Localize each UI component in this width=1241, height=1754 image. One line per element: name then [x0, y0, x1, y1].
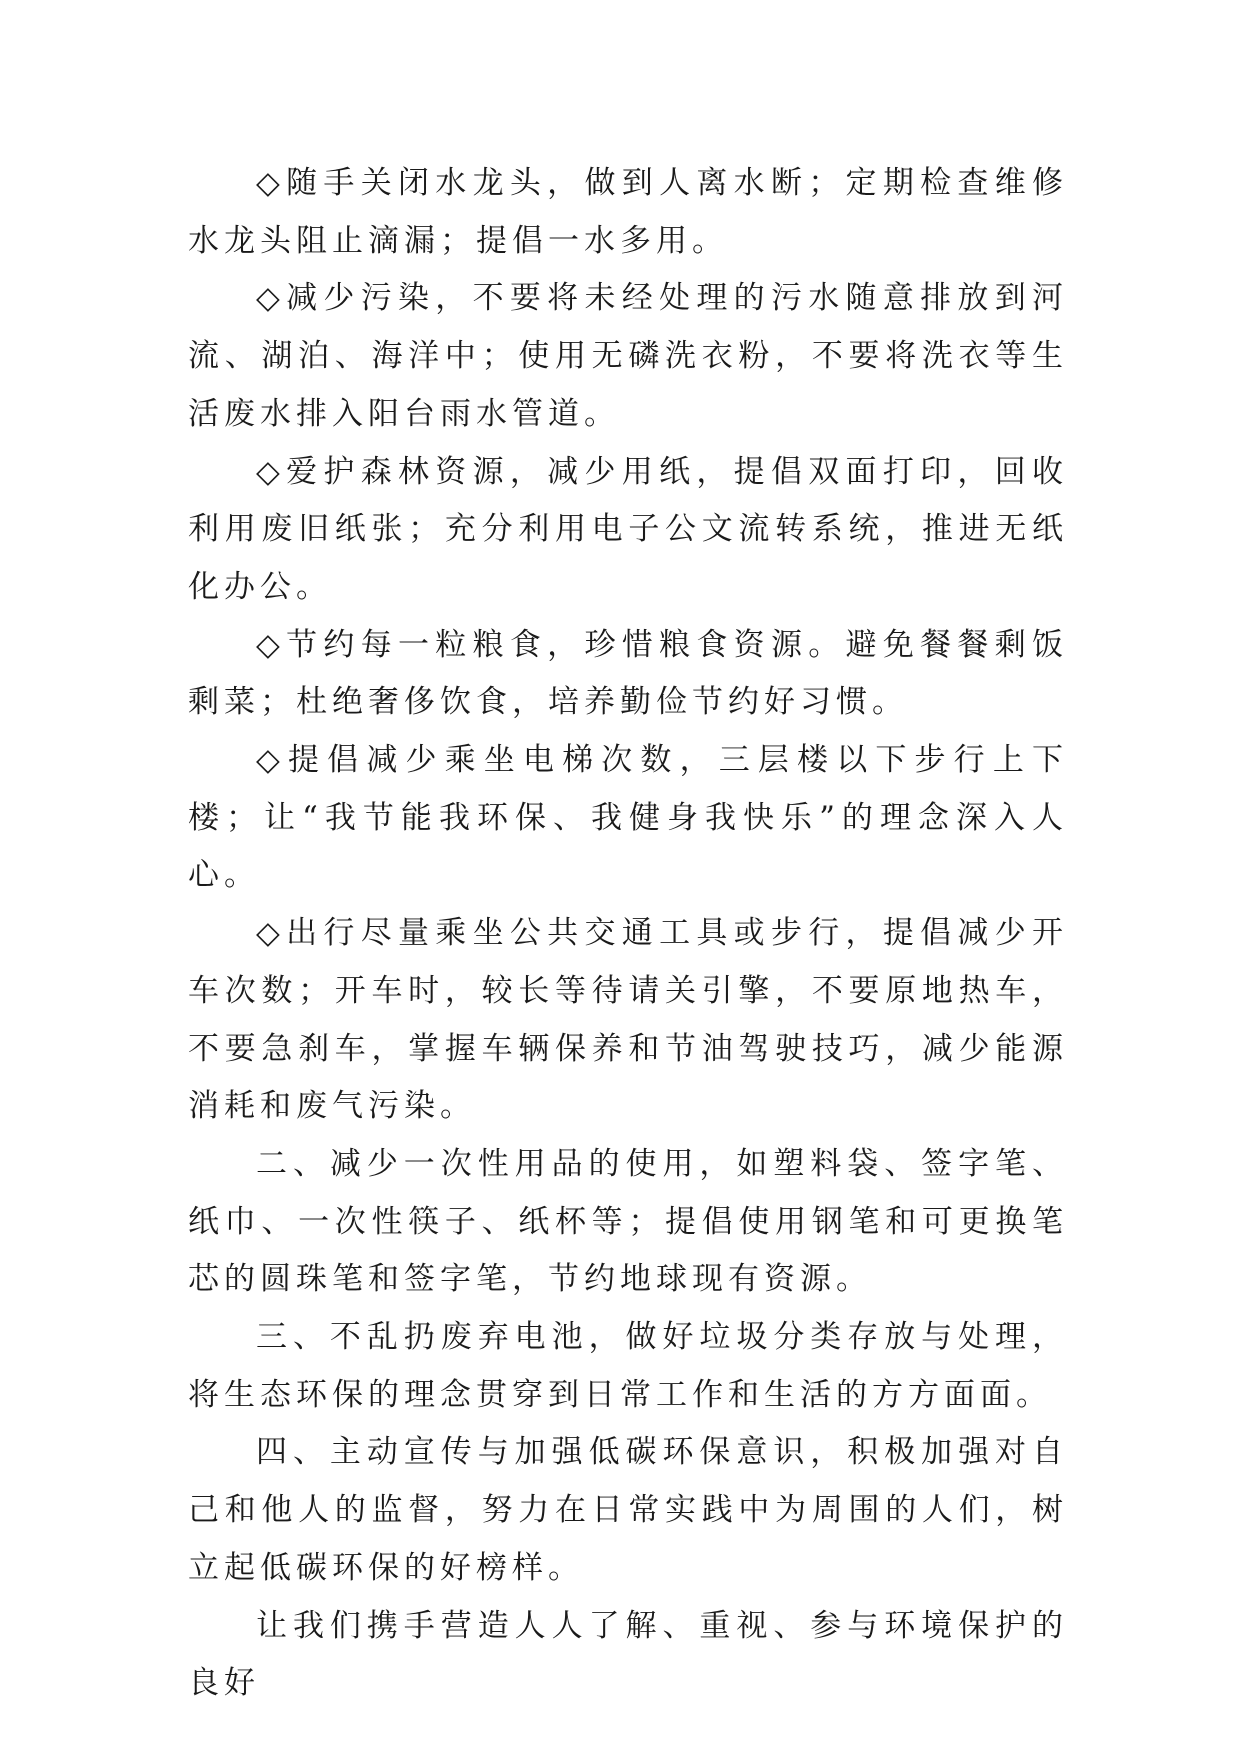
paragraph-transport: ◇出行尽量乘坐公共交通工具或步行，提倡减少开车次数；开车时，较长等待请关引擎，不要原地热车，不要急刹车，掌握车辆保养和节油驾驶技巧，减少能源消耗和废气污染。 [188, 915, 1068, 1125]
paragraph-elevator: ◇提倡减少乘坐电梯次数，三层楼以下步行上下楼；让“我节能我环保、我健身我快乐”的理念深入人心。 [188, 742, 1068, 894]
paragraph-save-food: ◇节约每一粒粮食，珍惜粮食资源。避免餐餐剩饭剩菜；杜绝奢侈饮食，培养勤俭节约好习惯。 [188, 626, 1068, 721]
paragraph-forest-resources: ◇爱护森林资源，减少用纸，提倡双面打印，回收利用废旧纸张；充分利用电子公文流转系统，推进无纸化办公。 [188, 453, 1068, 605]
paragraph-reduce-pollution: ◇减少污染，不要将未经处理的污水随意排放到河流、湖泊、海洋中；使用无磷洗衣粉，不要将洗衣等生活废水排入阳台雨水管道。 [188, 280, 1068, 432]
paragraph-awareness: 四、主动宣传与加强低碳环保意识，积极加强对自己和他人的监督，努力在日常实践中为周围的人们，树立起低碳环保的好榜样。 [188, 1434, 1068, 1586]
paragraph-tap-water: ◇随手关闭水龙头，做到人离水断；定期检查维修水龙头阻止滴漏；提倡一水多用。 [188, 165, 1068, 259]
paragraph-disposables: 二、减少一次性用品的使用，如塑料袋、签字笔、纸巾、一次性筷子、纸杯等；提倡使用钢笔和可更换笔芯的圆珠笔和签字笔，节约地球现有资源。 [188, 1145, 1068, 1298]
document-body [188, 155, 1068, 1713]
paragraph-batteries: 三、不乱扔废弃电池，做好垃圾分类存放与处理，将生态环保的理念贯穿到日常工作和生活的方方面面。 [188, 1319, 1068, 1413]
paragraph-closing: 让我们携手营造人人了解、重视、参与环境保护的良好 [188, 1607, 1068, 1702]
